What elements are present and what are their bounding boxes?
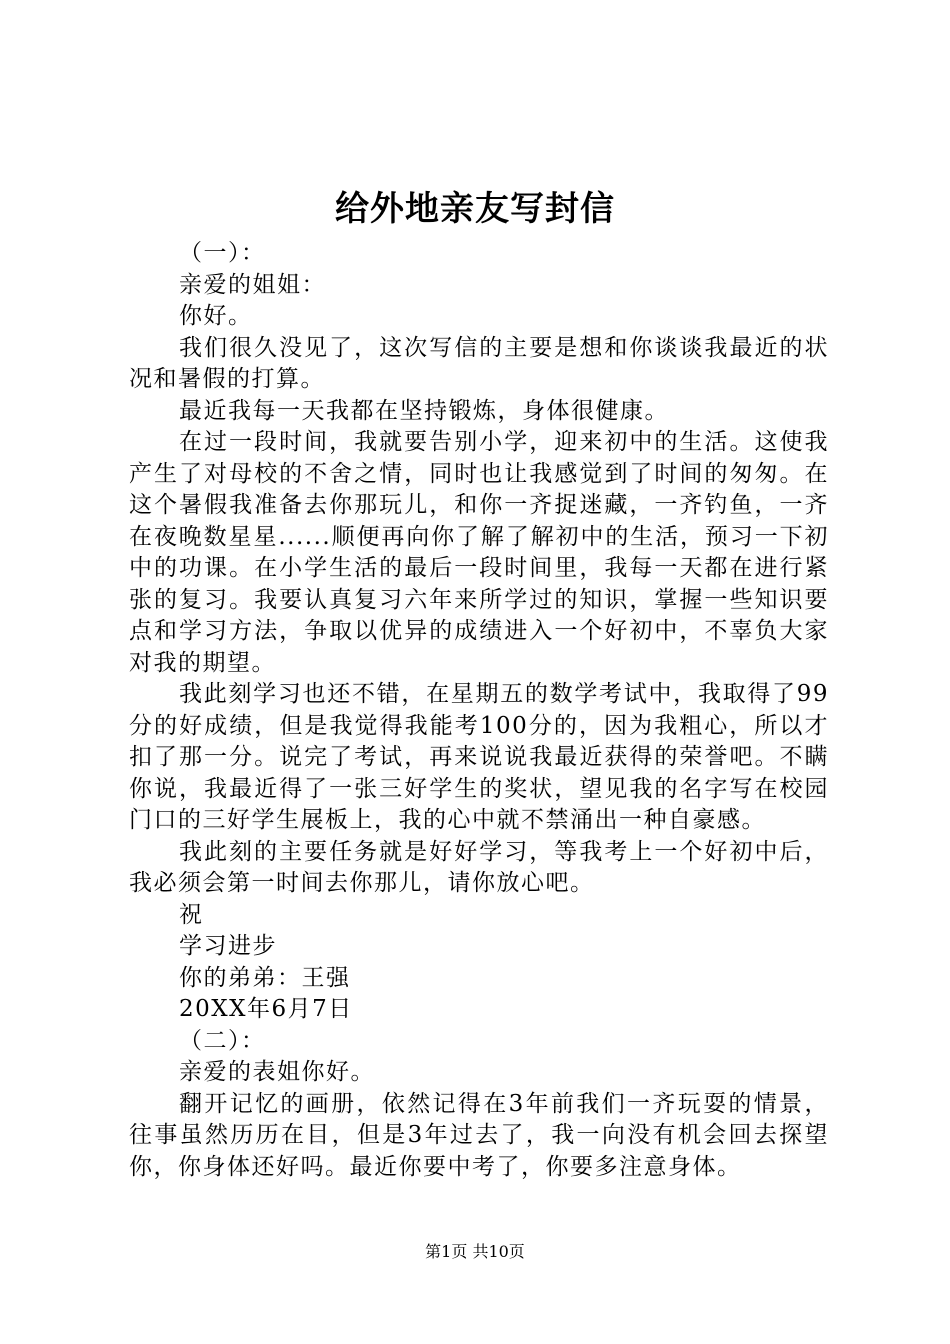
paragraph: 学习进步: [179, 933, 277, 959]
paragraph: 20XX年6月7日: [179, 996, 353, 1022]
paragraph: （一）：: [179, 240, 266, 266]
paragraph: 你好。: [179, 303, 253, 329]
page-number-footer: 第1页 共10页: [425, 1242, 525, 1261]
paragraph: 最近我每一天我都在坚持锻炼，身体很健康。: [179, 397, 669, 424]
paragraph: 你的弟弟：王强: [179, 964, 351, 991]
paragraph: 我此刻学习也还不错，在星期五的数学考试中，我取得了99分的好成绩，但是我觉得我能考100分的，因为我粗心，所以才扣了那一分。说完了考试，再来说说我最近获得的荣誉吧。不瞒你说，我最近得了一张三好学生的奖状，望见我的名字写在校园门口的三好学生展板上，我的心中就不禁涌出一种自豪感。: [129, 681, 829, 833]
paragraph: 祝: [179, 901, 204, 928]
paragraph: 亲爱的表姐你好。: [179, 1059, 375, 1085]
paragraph: （二）：: [179, 1027, 266, 1054]
document-body: [129, 238, 829, 1183]
paragraph: 亲爱的姐姐：: [179, 271, 326, 298]
paragraph: 我们很久没见了，这次写信的主要是想和你谈谈我最近的状况和暑假的打算。: [129, 334, 829, 392]
document-title: 给外地亲友写封信: [335, 189, 615, 229]
paragraph: 在过一段时间，我就要告别小学，迎来初中的生活。这使我产生了对母校的不舍之情，同时也让我感觉到了时间的匆匆。在这个暑假我准备去你那玩儿，和你一齐捉迷藏，一齐钓鱼，一齐在夜晚数星星......顺便再向你了解了解初中的生活，预习一下初中的功课。在小学生活的最后一段时间里，我每一天都在进行紧张的复习。我要认真复习六年来所学过的知识，掌握一些知识要点和学习方法，争取以优异的成绩进入一个好初中，不辜负大家对我的期望。: [129, 429, 829, 676]
paragraph: 翻开记忆的画册，依然记得在3年前我们一齐玩耍的情景，往事虽然历历在目，但是3年过去了，我一向没有机会回去探望你，你身体还好吗。最近你要中考了，你要多注意身体。: [129, 1090, 829, 1180]
paragraph: 我此刻的主要任务就是好好学习，等我考上一个好初中后，我必须会第一时间去你那儿，请你放心吧。: [129, 838, 829, 896]
